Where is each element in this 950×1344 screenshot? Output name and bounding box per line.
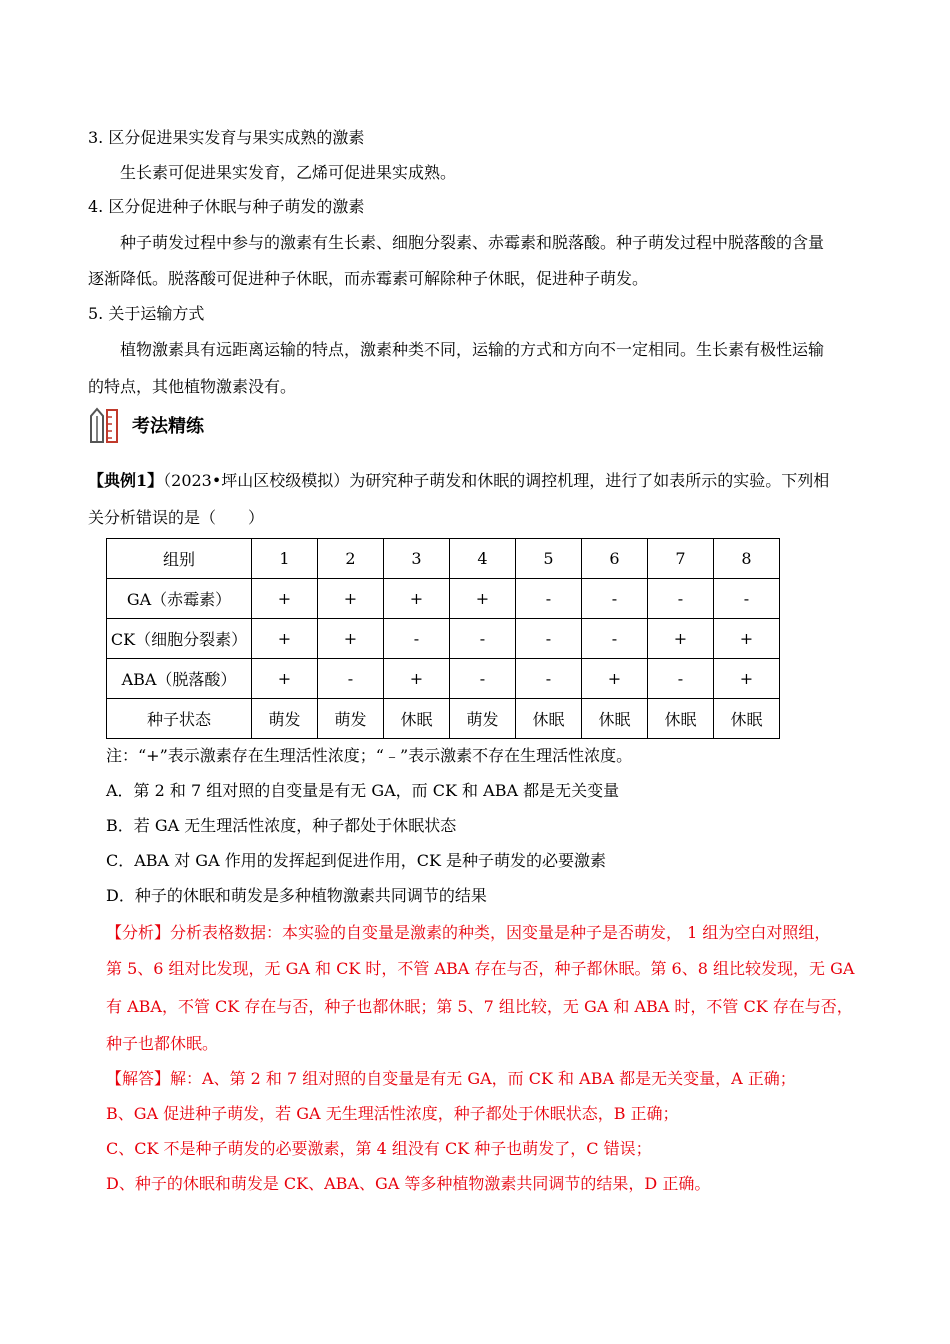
- table-cell: 8: [714, 539, 780, 579]
- table-cell: -: [450, 659, 516, 699]
- table-cell: -: [516, 659, 582, 699]
- table-cell: -: [450, 619, 516, 659]
- table-cell: 休眠: [714, 699, 780, 739]
- table-cell: 萌发: [252, 699, 318, 739]
- table-cell: +: [714, 659, 780, 699]
- section-heading: [88, 405, 204, 445]
- table-cell: 6: [582, 539, 648, 579]
- example-text: （2023•坪山区校级模拟）为研究种子萌发和休眠的调控机理，进行了如表所示的实验。下列相: [163, 471, 830, 490]
- table-cell: -: [582, 619, 648, 659]
- table-cell: 组别: [107, 539, 252, 579]
- table-cell: +: [648, 619, 714, 659]
- option-c: C．ABA 对 GA 作用的发挥起到促进作用，CK 是种子萌发的必要激素: [106, 851, 606, 870]
- table-cell: +: [252, 619, 318, 659]
- table-cell: 1: [252, 539, 318, 579]
- analysis-line: 种子也都休眠。: [106, 1034, 219, 1053]
- analysis-line: 有 ABA，不管 CK 存在与否，种子也都休眠；第 5、7 组比较，无 GA 和 ABA 时，不管 CK 存在与否，: [106, 997, 853, 1016]
- table-cell: 萌发: [318, 699, 384, 739]
- paragraph: 生长素可促进果实发育，乙烯可促进果实成熟。: [120, 163, 457, 182]
- table-note: 注：“+”表示激素存在生理活性浓度；“﹣”表示激素不存在生理活性浓度。: [106, 746, 633, 765]
- table-cell: -: [648, 659, 714, 699]
- table-cell: -: [384, 619, 450, 659]
- table-cell: +: [384, 659, 450, 699]
- table-cell: -: [648, 579, 714, 619]
- table-cell: 休眠: [384, 699, 450, 739]
- option-b: B．若 GA 无生理活性浓度，种子都处于休眠状态: [106, 816, 457, 835]
- table-cell: -: [516, 619, 582, 659]
- table-cell: +: [450, 579, 516, 619]
- analysis-line: 【分析】分析表格数据：本实验的自变量是激素的种类，因变量是种子是否萌发， 1 组为空白对照组，: [106, 923, 831, 942]
- table-cell: +: [582, 659, 648, 699]
- table-cell: ABA（脱落酸）: [107, 659, 252, 699]
- paragraph: 植物激素具有远距离运输的特点，激素种类不同，运输的方式和方向不一定相同。生长素有极性运输: [120, 340, 825, 359]
- table-row: [107, 659, 780, 699]
- answer-line: 【解答】解：A、第 2 和 7 组对照的自变量是有无 GA，而 CK 和 ABA 都是无关变量，A 正确；: [106, 1069, 796, 1088]
- paragraph: 的特点，其他植物激素没有。: [88, 377, 297, 396]
- option-d: D．种子的休眠和萌发是多种植物激素共同调节的结果: [106, 886, 487, 905]
- table-cell: 5: [516, 539, 582, 579]
- answer-line: D、种子的休眠和萌发是 CK、ABA、GA 等多种植物激素共同调节的结果，D 正确。: [106, 1174, 711, 1193]
- table-cell: 休眠: [648, 699, 714, 739]
- table-cell: -: [714, 579, 780, 619]
- heading-4: 4. 区分促进种子休眠与种子萌发的激素: [88, 197, 365, 216]
- table-header-row: [107, 539, 780, 579]
- example-line-2: 关分析错误的是（ ）: [88, 508, 265, 527]
- table-row: [107, 699, 780, 739]
- heading-5: 5. 关于运输方式: [88, 304, 205, 323]
- paragraph: 逐渐降低。脱落酸可促进种子休眠，而赤霉素可解除种子休眠，促进种子萌发。: [88, 269, 649, 288]
- paragraph: 种子萌发过程中参与的激素有生长素、细胞分裂素、赤霉素和脱落酸。种子萌发过程中脱落酸的含量: [120, 233, 825, 252]
- table-cell: -: [318, 659, 384, 699]
- table-cell: GA（赤霉素）: [107, 579, 252, 619]
- table-cell: 7: [648, 539, 714, 579]
- analysis-line: 第 5、6 组对比发现，无 GA 和 CK 时，不管 ABA 存在与否，种子都休眠。第 6、8 组比较发现，无 GA: [106, 959, 855, 978]
- table-cell: 3: [384, 539, 450, 579]
- table-cell: 种子状态: [107, 699, 252, 739]
- experiment-table: [106, 538, 780, 739]
- table-cell: +: [252, 659, 318, 699]
- example-line-1: [88, 470, 829, 492]
- table-cell: 休眠: [582, 699, 648, 739]
- answer-line: B、GA 促进种子萌发，若 GA 无生理活性浓度，种子都处于休眠状态，B 正确；: [106, 1104, 679, 1123]
- table-cell: +: [318, 579, 384, 619]
- table-cell: CK（细胞分裂素）: [107, 619, 252, 659]
- table-cell: +: [714, 619, 780, 659]
- table-cell: 休眠: [516, 699, 582, 739]
- table-cell: +: [252, 579, 318, 619]
- table-row: [107, 579, 780, 619]
- table-cell: 萌发: [450, 699, 516, 739]
- example-label: 【典例1】: [88, 471, 164, 490]
- answer-line: C、CK 不是种子萌发的必要激素，第 4 组没有 CK 种子也萌发了，C 错误；: [106, 1139, 652, 1158]
- heading-3: 3. 区分促进果实发育与果实成熟的激素: [88, 128, 365, 147]
- option-a: A．第 2 和 7 组对照的自变量是有无 GA，而 CK 和 ABA 都是无关变量: [106, 781, 620, 800]
- table-cell: -: [516, 579, 582, 619]
- table-cell: 4: [450, 539, 516, 579]
- table-cell: +: [318, 619, 384, 659]
- table-row: [107, 619, 780, 659]
- table-cell: 2: [318, 539, 384, 579]
- section-title: 考法精练: [132, 416, 204, 437]
- table-cell: +: [384, 579, 450, 619]
- table-cell: -: [582, 579, 648, 619]
- book-ruler-icon: [88, 406, 120, 444]
